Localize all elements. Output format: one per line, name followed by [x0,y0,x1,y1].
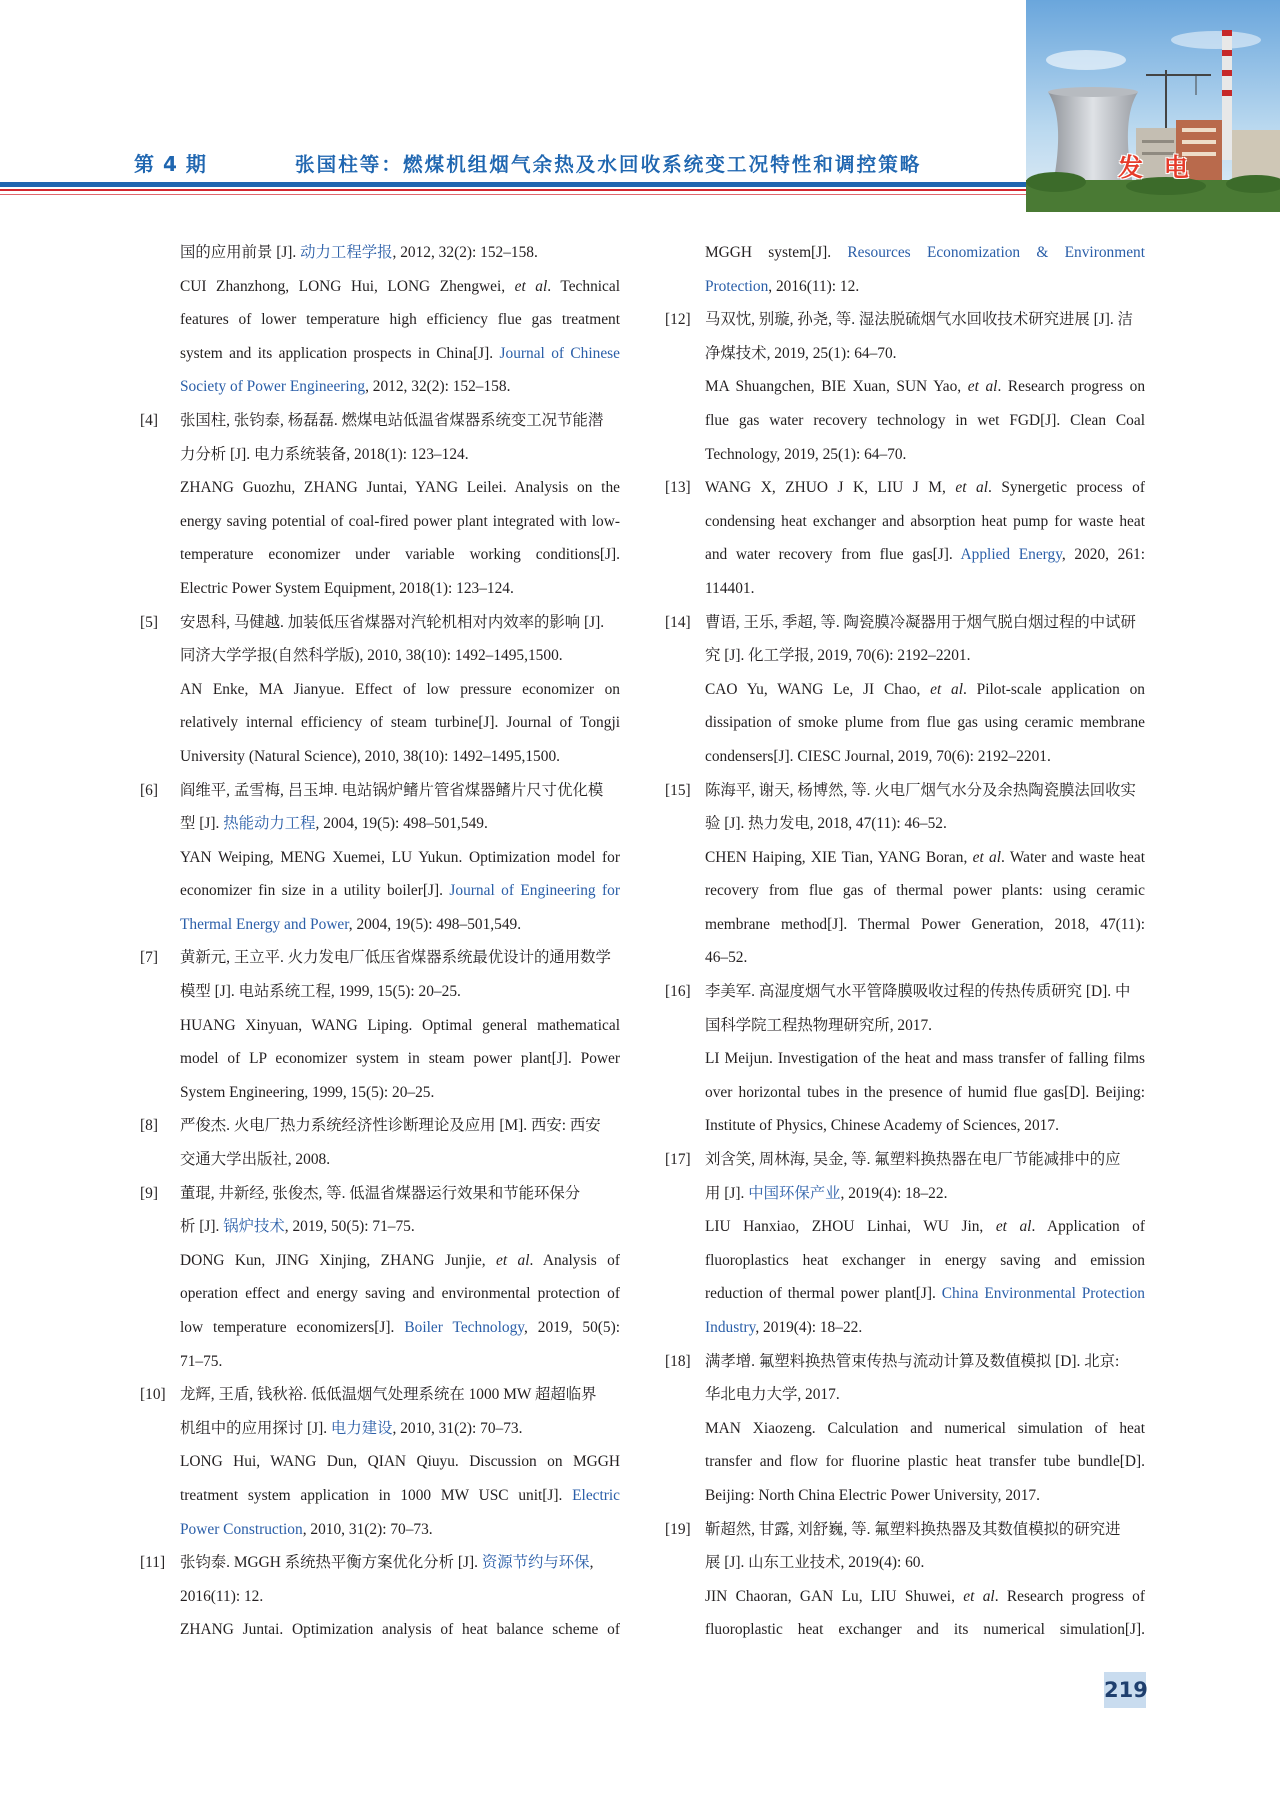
reference-text: CUI Zhanzhong, LONG Hui, LONG Zhengwei, [180,277,515,295]
reference-line [665,236,1145,270]
reference-number: [9] [140,1184,158,1202]
reference-text: , 2010, 31(2): 70–73. [302,1520,433,1538]
page-header [0,0,1280,215]
reference-line [665,270,1145,304]
reference-entry-start [665,1143,1145,1177]
reference-text: features of lower temperature high efficiency flue gas treatment [180,311,620,329]
reference-text: economizer fin size in a utility boiler[J]. [180,882,450,900]
reference-line [665,1210,1145,1244]
reference-entry-start [140,1109,620,1143]
reference-text: 型 [J]. [180,815,224,833]
reference-text: . Research progress on [997,378,1146,396]
reference-line [665,1244,1145,1278]
journal-name: Journal of Chinese [499,344,620,362]
reference-text: . Synergetic process of [987,479,1145,497]
reference-text: AN Enke, MA Jianyue. Effect of low pressure economizer on [180,680,620,698]
reference-line [140,505,620,539]
journal-name: Applied Energy [960,546,1062,564]
reference-text: Electric Power System Equipment, 2018(1): 123–124. [180,579,514,597]
reference-text: 验 [J]. 热力发电, 2018, 47(11): 46–52. [705,815,947,833]
reference-line [140,706,620,740]
reference-entry-start [665,975,1145,1009]
page-number: 219 [1104,1672,1146,1708]
reference-line [140,841,620,875]
reference-line [140,1345,620,1379]
reference-number: [18] [665,1352,691,1370]
reference-line [665,1042,1145,1076]
reference-text: condensers[J]. CIESC Journal, 2019, 70(6): 2192–2201. [705,747,1051,765]
reference-line [140,1613,620,1647]
reference-text: 安恩科, 马健越. 加装低压省煤器对汽轮机相对内效率的影响 [J]. [180,613,605,631]
reference-text: 交通大学出版社, 2008. [180,1151,331,1169]
journal-name: Thermal Energy and Power [180,915,349,933]
reference-line [665,438,1145,472]
journal-name: Journal of Engineering for [449,882,620,900]
reference-text: model of LP economizer system in steam power plant[J]. Power [180,1050,620,1068]
reference-line [665,1109,1145,1143]
reference-number: [5] [140,613,158,631]
reference-number: [13] [665,479,691,497]
reference-text: University (Natural Science), 2010, 38(10): 1492–1495,1500. [180,747,560,765]
reference-line [140,1244,620,1278]
reference-text: YAN Weiping, MENG Xuemei, LU Yukun. Optimization model for [180,848,620,866]
reference-text: 董琨, 井新经, 张俊杰, 等. 低温省煤器运行效果和节能环保分 [180,1184,581,1202]
reference-line [140,1009,620,1043]
reference-text: 机组中的应用探讨 [J]. [180,1419,331,1437]
header-rule-red-thin [0,194,1026,195]
reference-entry-start [140,606,620,640]
reference-text: 模型 [J]. 电站系统工程, 1999, 15(5): 20–25. [180,983,461,1001]
header-rule-red [0,189,1026,191]
reference-text: JIN Chaoran, GAN Lu, LIU Shuwei, [705,1587,964,1605]
reference-text: 国科学院工程热物理研究所, 2017. [705,1016,933,1034]
reference-text: , 2004, 19(5): 498–501,549. [348,915,522,933]
reference-text: Technology, 2019, 25(1): 64–70. [705,445,907,463]
reference-text: 究 [J]. 化工学报, 2019, 70(6): 2192–2201. [705,647,971,665]
journal-name: Power Construction [180,1520,303,1538]
section-tag: 发 电 [1118,153,1195,182]
reference-text: . Application of [1031,1218,1145,1236]
reference-number: [14] [665,613,691,631]
reference-line [665,841,1145,875]
reference-entry-start [140,1177,620,1211]
reference-text: 满孝增. 氟塑料换热管束传热与流动计算及数值模拟 [D]. 北京: [705,1352,1120,1370]
reference-line [140,1210,620,1244]
reference-text: . Research progress of [994,1587,1145,1605]
reference-line [140,673,620,707]
reference-line [665,1580,1145,1614]
reference-line [140,1513,620,1547]
reference-line [140,370,620,404]
et-al-text: et al [972,848,1001,866]
reference-text: flue gas water recovery technology in wet FGD[J]. Clean Coal [705,411,1145,429]
reference-text: operation effect and energy saving and environmental protection of [180,1285,620,1303]
journal-name: 资源节约与环保 [481,1554,590,1572]
reference-entry-start [665,471,1145,505]
issue-number: 第 4 期 [134,152,207,176]
reference-line [665,370,1145,404]
reference-line [140,1042,620,1076]
reference-text: Institute of Physics, Chinese Academy of Sciences, 2017. [705,1117,1059,1135]
journal-name: 中国环保产业 [748,1184,841,1202]
reference-text: MGGH system[J]. [705,244,848,261]
reference-text: 71–75. [180,1352,223,1370]
et-al-text: et al [963,1587,995,1605]
reference-text: treatment system application in 1000 MW USC unit[J]. [180,1486,573,1504]
reference-text: membrane method[J]. Thermal Power Generation, 2018, 47(11): [705,915,1145,933]
reference-text: reduction of thermal power plant[J]. [705,1285,942,1303]
reference-text: recovery from flue gas of thermal power plants: using ceramic [705,882,1145,900]
reference-text: over horizontal tubes in the presence of humid flue gas[D]. Beijing: [705,1083,1145,1101]
references-right-column [665,236,1145,1647]
reference-text: 李美军. 高湿度烟气水平管降膜吸收过程的传热传质研究 [D]. 中 [705,983,1131,1001]
reference-line [140,1311,620,1345]
reference-line [665,538,1145,572]
reference-text: System Engineering, 1999, 15(5): 20–25. [180,1083,435,1101]
et-al-text: et al [930,680,963,698]
et-al-text: et al [514,277,548,295]
reference-text: , 2010, 31(2): 70–73. [392,1419,523,1437]
reference-text: energy saving potential of coal-fired power plant integrated with low- [180,512,620,530]
reference-line [140,337,620,371]
reference-number: [19] [665,1520,691,1538]
reference-line [665,505,1145,539]
reference-text: , [589,1554,594,1572]
reference-text: relatively internal efficiency of steam turbine[J]. Journal of Tongji [180,714,620,732]
reference-text: . Pilot-scale application on [963,680,1145,698]
reference-text: dissipation of smoke plume from flue gas using ceramic membrane [705,714,1145,732]
reference-line [140,1580,620,1614]
reference-text: 114401. [705,579,755,597]
reference-text: 同济大学学报(自然科学版), 2010, 38(10): 1492–1495,1500. [180,647,563,665]
reference-text: 陈海平, 谢天, 杨博然, 等. 火电厂烟气水分及余热陶瓷膜法回收实 [705,781,1136,799]
reference-text: , 2019, 50(5): [523,1319,620,1336]
reference-line [665,1277,1145,1311]
reference-text: . Technical [547,277,620,295]
reference-text: LONG Hui, WANG Dun, QIAN Qiuyu. Discussion on MGGH [180,1453,620,1471]
reference-text: LIU Hanxiao, ZHOU Linhai, WU Jin, [705,1218,996,1236]
reference-entry-start [140,1378,620,1412]
reference-text: system and its application prospects in China[J]. [180,344,500,362]
reference-entry-start [665,606,1145,640]
reference-line [665,908,1145,942]
et-al-text: et al [995,1218,1032,1236]
reference-text: 张钧泰. MGGH 系统热平衡方案优化分析 [J]. [180,1554,482,1572]
reference-line [665,941,1145,975]
reference-text: 力分析 [J]. 电力系统装备, 2018(1): 123–124. [180,445,469,463]
reference-text: LI Meijun. Investigation of the heat and mass transfer of falling films [705,1050,1145,1068]
reference-text: low temperature economizers[J]. [180,1319,405,1336]
reference-text: 2016(11): 12. [180,1587,264,1605]
reference-line [665,1311,1145,1345]
running-title: 张国柱等：燃煤机组烟气余热及水回收系统变工况特性和调控策略 [295,153,922,176]
reference-number: [6] [140,781,158,799]
reference-text: ZHANG Guozhu, ZHANG Juntai, YANG Leilei. Analysis on the [180,479,620,497]
journal-name: 热能动力工程 [223,815,316,833]
reference-text: 马双忱, 别璇, 孙尧, 等. 湿法脱硫烟气水回收技术研究进展 [J]. 洁 [705,311,1133,329]
reference-line [665,1479,1145,1513]
reference-text: transfer and flow for fluorine plastic heat transfer tube bundle[D]. [705,1453,1145,1471]
et-al-text: et al [955,479,988,497]
references-left-column [140,236,620,1647]
reference-text: , 2019(4): 18–22. [840,1184,948,1202]
reference-text: . Water and waste heat [1000,848,1145,866]
reference-line [665,639,1145,673]
reference-text: 龙辉, 王盾, 钱秋裕. 低低温烟气处理系统在 1000 MW 超超临界 [180,1386,597,1404]
reference-text: 张国柱, 张钧泰, 杨磊磊. 燃煤电站低温省煤器系统变工况节能潜 [180,411,604,429]
reference-text: 华北电力大学, 2017. [705,1386,840,1404]
reference-number: [12] [665,311,691,329]
reference-line [140,975,620,1009]
reference-line [665,1613,1145,1647]
reference-number: [10] [140,1386,166,1404]
header-rule-blue [0,182,1026,187]
reference-entry-start [140,1546,620,1580]
reference-line [140,471,620,505]
reference-text: , 2004, 19(5): 498–501,549. [315,815,488,833]
reference-line [665,404,1145,438]
reference-text: ZHANG Juntai. Optimization analysis of heat balance scheme of [180,1621,620,1639]
reference-line [140,807,620,841]
reference-line [140,572,620,606]
reference-line [665,740,1145,774]
reference-line [665,1177,1145,1211]
reference-number: [16] [665,983,691,1001]
reference-number: [7] [140,949,158,967]
et-al-text: et al [967,378,998,396]
reference-line [665,874,1145,908]
reference-line [665,1546,1145,1580]
reference-line [140,1076,620,1110]
reference-text: , 2012, 32(2): 152–158. [392,244,538,261]
reference-text: fluoroplastics heat exchanger in energy saving and emission [705,1251,1145,1269]
reference-text: . Analysis of [529,1251,620,1269]
reference-text: , 2019(4): 18–22. [755,1319,863,1336]
reference-entry-start [665,1345,1145,1379]
reference-line [665,673,1145,707]
reference-text: Beijing: North China Electric Power University, 2017. [705,1486,1040,1504]
reference-entry-start [665,1513,1145,1547]
reference-number: [11] [140,1554,166,1572]
reference-line [665,1378,1145,1412]
reference-line [140,1412,620,1446]
reference-text: DONG Kun, JING Xinjing, ZHANG Junjie, [180,1251,496,1269]
reference-text: 靳超然, 甘露, 刘舒巍, 等. 氟塑料换热器及其数值模拟的研究进 [705,1520,1121,1538]
reference-line [140,1143,620,1177]
reference-text: 展 [J]. 山东工业技术, 2019(4): 60. [705,1554,925,1572]
reference-text: , 2016(11): 12. [768,277,860,295]
reference-entry-start [140,774,620,808]
reference-text: condensing heat exchanger and absorption heat pump for waste heat [705,512,1145,530]
reference-text: 净煤技术, 2019, 25(1): 64–70. [705,344,897,362]
journal-name: Society of Power Engineering [180,378,366,396]
reference-entry-start [140,404,620,438]
reference-entry-start [140,941,620,975]
reference-line [665,1412,1145,1446]
reference-text: 46–52. [705,949,748,967]
journal-name: Protection [705,277,769,295]
reference-text: , 2012, 32(2): 152–158. [365,378,511,396]
reference-text: HUANG Xinyuan, WANG Liping. Optimal general mathematical [180,1016,620,1034]
reference-line [140,1445,620,1479]
journal-name: Resources Economization & Environment [847,244,1145,261]
journal-name: 动力工程学报 [300,244,393,261]
reference-number: [8] [140,1117,158,1135]
reference-line [140,1479,620,1513]
reference-line [140,236,620,270]
reference-text: 曹语, 王乐, 季超, 等. 陶瓷膜冷凝器用于烟气脱白烟过程的中试研 [705,613,1136,631]
reference-line [665,1009,1145,1043]
reference-line [665,807,1145,841]
reference-text: fluoroplastic heat exchanger and its numerical simulation[J]. [705,1621,1145,1639]
reference-line [665,1445,1145,1479]
reference-text: temperature economizer under variable working conditions[J]. [180,546,620,564]
reference-line [140,1277,620,1311]
reference-line [140,438,620,472]
reference-text: and water recovery from flue gas[J]. [705,546,961,564]
reference-line [665,572,1145,606]
reference-number: [4] [140,411,158,429]
journal-name: 锅炉技术 [223,1218,285,1236]
reference-line [140,270,620,304]
reference-line [665,706,1145,740]
reference-text: 阎维平, 孟雪梅, 吕玉坤. 电站锅炉鳍片管省煤器鳍片尺寸优化模 [180,781,604,799]
reference-text: 用 [J]. [705,1184,749,1202]
reference-line [140,303,620,337]
reference-text: , 2019, 50(5): 71–75. [284,1218,415,1236]
reference-text: 严俊杰. 火电厂热力系统经济性诊断理论及应用 [M]. 西安: 西安 [180,1117,601,1135]
reference-line [665,1076,1145,1110]
journal-name: Boiler Technology [404,1319,524,1336]
reference-text: MAN Xiaozeng. Calculation and numerical simulation of heat [705,1419,1145,1437]
reference-number: [17] [665,1151,691,1169]
journal-name: Industry [705,1319,756,1336]
reference-line [140,908,620,942]
reference-text: CHEN Haiping, XIE Tian, YANG Boran, [705,848,973,866]
journal-name: 电力建设 [330,1419,393,1437]
reference-text: 黄新元, 王立平. 火力发电厂低压省煤器系统最优设计的通用数学 [180,949,611,967]
reference-text: MA Shuangchen, BIE Xuan, SUN Yao, [705,378,968,396]
reference-line [665,337,1145,371]
reference-line [140,639,620,673]
reference-entry-start [665,303,1145,337]
reference-text: CAO Yu, WANG Le, JI Chao, [705,680,931,698]
journal-name: Electric [572,1486,620,1504]
reference-text: WANG X, ZHUO J K, LIU J M, [705,479,956,497]
reference-number: [15] [665,781,691,799]
reference-line [140,874,620,908]
reference-line [140,538,620,572]
reference-entry-start [665,774,1145,808]
reference-text: 刘含笑, 周林海, 吴金, 等. 氟塑料换热器在电厂节能减排中的应 [705,1151,1121,1169]
reference-line [140,740,620,774]
reference-text: , 2020, 261: [1061,546,1145,564]
et-al-text: et al [495,1251,530,1269]
reference-text: 析 [J]. [180,1218,224,1236]
reference-text: 国的应用前景 [J]. [180,244,301,261]
journal-name: China Environmental Protection [941,1285,1146,1303]
